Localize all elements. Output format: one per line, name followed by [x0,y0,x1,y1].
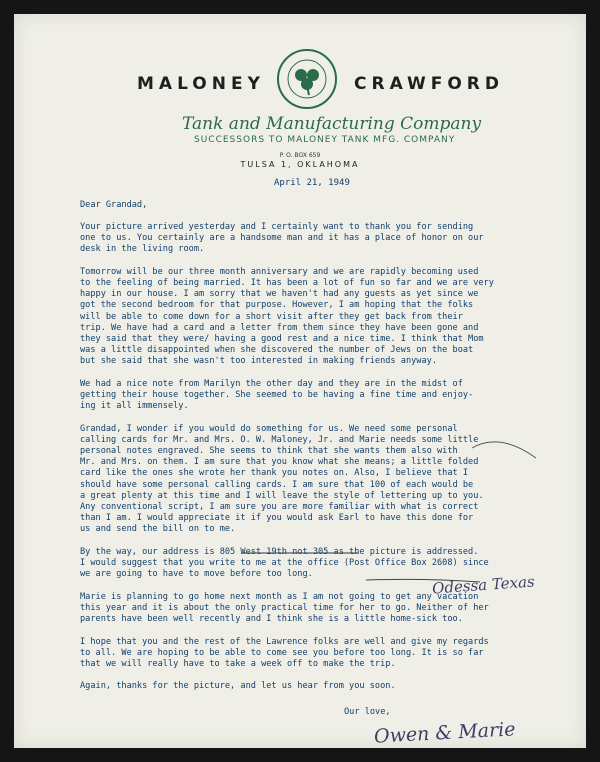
letter-body: Your picture arrived yesterday and I certainly want to thank you for sending one to us. You certainly are a handsome man and it has a place of honor on our desk in the living room. Tomorrow will be our three month anniversary and we are rapidly becoming used to the feeling of being married. It has been a lot of fun so far and we are very happy in our house. I am sorry that we haven't had any guests as yet since we got the second bedroom for that purpose. However, I am hoping that the folks will be able to come down for a short visit after they get back from their trip. We have had a card and a letter from them since they have been gone and they said that they were/ having a good rest and a nice time. I think that Mom was a little disappointed when she discovered the number of Jews on the boat but she said that she wasn't too interested in making friends anyway. We had a nice note from Marilyn the other day and they are in the midst of getting their house together. She seemed to be having a fine time and enjoy- ing it all immensely. Grandad, I wonder if you would do something for us. We need some personal calling cards for Mr. and Mrs. O. W. Maloney, Jr. and Marie needs some little personal notes engraved. She seems to think that she wants them also with Mr. and Mrs. on them. I am sure that you know what she means; a little folded card like the ones she wrote her thank you notes on. Also, I believe that I should have some personal calling cards. I am sure that 100 of each would be a great plenty at this time and I will leave the style of lettering up to you. Any conventional script, I am sure you are more familiar with what is correct than I am. I would appreciate it if you would ask Earl to have this done for us and send the bill on to me. By the way, our address is 805 West 19th not 305 as the picture is addressed. I would suggest that you write to me at the office (Post Office Box 2608) since we are going to have to move before too long. Marie is planning to go home next month as I am not going to get any vacation this year and it is about the only practical time for her to go. Neither of her parents have been well recently and I think she is a little home-sick too. I hope that you and the rest of the Lawrence folks are well and give my regards to all. We are hoping to be able to come see you before too long. It is so far that we will really have to take a week off to make the trip. Again, thanks for the picture, and let us hear from you soon. [80,222,494,692]
successors-line: SUCCESSORS TO MALONEY TANK MFG. COMPANY [194,135,456,145]
address-underline [242,550,362,556]
company-name-left: MALONEY [137,74,265,94]
letter-page [14,14,586,748]
po-box: P. O. BOX 659 [279,152,321,159]
company-name-right: CRAWFORD [354,74,504,94]
letter-date: April 21, 1949 [274,178,350,188]
shamrock-seal-logo [276,48,338,110]
city-address: TULSA 1, OKLAHOMA [240,160,360,169]
company-script-name: Tank and Manufacturing Company [182,114,482,134]
closing: Our love, [344,707,391,717]
handwritten-annotation: Odessa Texas [431,572,536,598]
letterhead [14,14,586,184]
pencil-check-mark [470,426,540,466]
handwritten-signature: Owen & Marie [373,718,516,748]
salutation: Dear Grandad, [80,200,148,210]
